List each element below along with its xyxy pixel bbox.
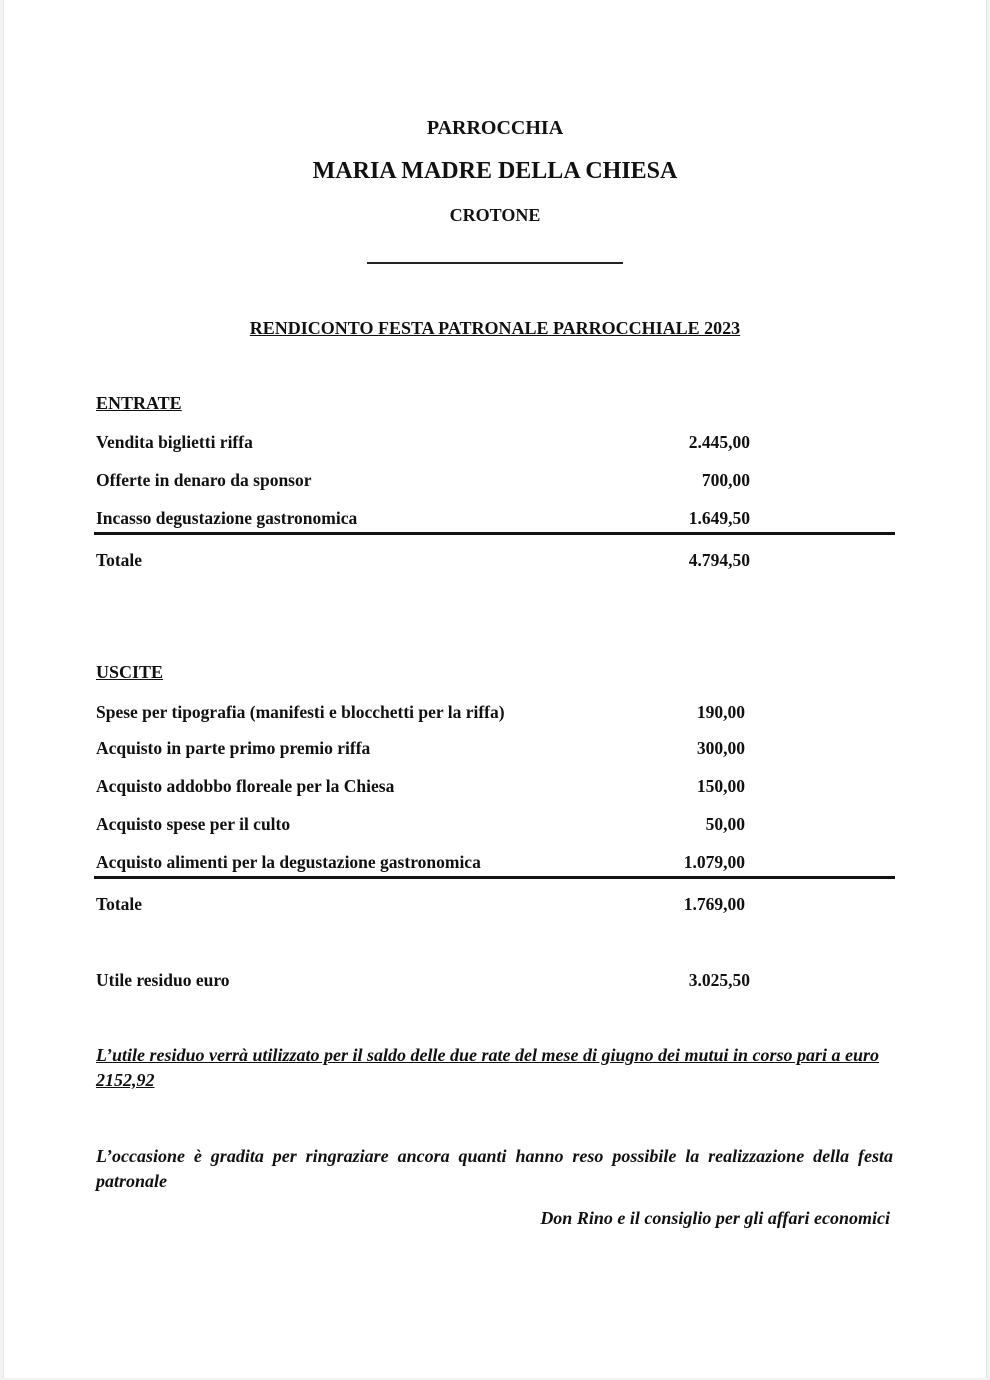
entrate-row-label: Offerte in denaro da sponsor <box>96 470 312 490</box>
uscite-heading: USCITE <box>96 662 164 682</box>
header-divider <box>367 262 623 264</box>
uscite-row-label: Acquisto spese per il culto <box>96 814 291 834</box>
document-title <box>0 318 990 339</box>
parish-city: CROTONE <box>449 205 541 225</box>
signature: Don Rino e il consiglio per gli affari economici <box>540 1208 890 1228</box>
entrate-total-label: Totale <box>96 550 143 570</box>
uscite-total-rule <box>94 876 895 879</box>
parish-label: PARROCCHIA <box>426 117 564 139</box>
uscite-row-amount: 150,00 <box>696 776 745 796</box>
uscite-row-label: Acquisto addobbo floreale per la Chiesa <box>96 776 395 796</box>
entrate-row-amount: 1.649,50 <box>688 508 750 528</box>
document-title-text: RENDICONTO FESTA PATRONALE PARROCCHIALE 2023 <box>249 318 741 338</box>
note-ringraziamento: L’occasione è gradita per ringraziare ancora quanti hanno reso possibile la realizzazione della festa patronale <box>96 1146 893 1191</box>
entrate-row-label: Vendita biglietti riffa <box>96 432 253 452</box>
uscite-row-amount: 50,00 <box>705 814 745 834</box>
residuo-amount: 3.025,50 <box>688 970 750 990</box>
parish-name: MARIA MADRE DELLA CHIESA <box>312 158 678 184</box>
entrate-row-amount: 700,00 <box>701 470 750 490</box>
uscite-total-amount: 1.769,00 <box>683 894 745 914</box>
entrate-total-amount: 4.794,50 <box>688 550 750 570</box>
uscite-total-label: Totale <box>96 894 143 914</box>
uscite-row-amount: 1.079,00 <box>683 852 745 872</box>
uscite-row-amount: 190,00 <box>696 702 745 722</box>
entrate-row-amount: 2.445,00 <box>688 432 750 452</box>
uscite-row-label: Acquisto in parte primo premio riffa <box>96 738 371 758</box>
residuo-label: Utile residuo euro <box>96 970 230 990</box>
entrate-row-label: Incasso degustazione gastronomica <box>96 508 358 528</box>
entrate-total-rule <box>94 532 895 535</box>
note-utilizzo-residuo: L’utile residuo verrà utilizzato per il saldo delle due rate del mese di giugno dei mutui in corso pari a euro 2152,92 <box>96 1045 880 1090</box>
entrate-heading: ENTRATE <box>96 393 182 413</box>
uscite-row-label: Spese per tipografia (manifesti e blocchetti per la riffa) <box>96 702 505 722</box>
uscite-row-label: Acquisto alimenti per la degustazione gastronomica <box>96 852 481 872</box>
uscite-row-amount: 300,00 <box>696 738 745 758</box>
